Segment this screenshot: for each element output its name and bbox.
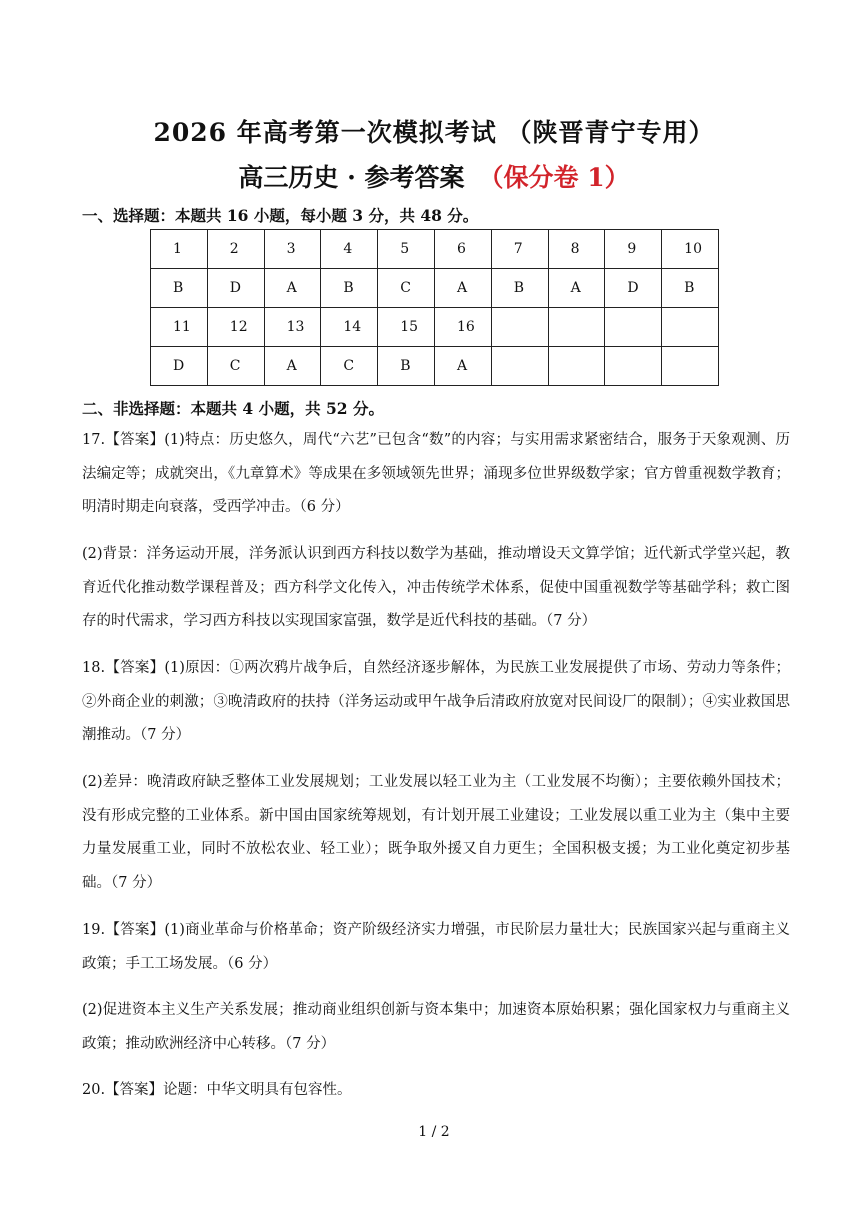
table-cell	[605, 308, 662, 347]
table-row	[151, 308, 719, 347]
table-cell: 10	[662, 230, 719, 269]
table-cell: D	[207, 269, 264, 308]
table-cell	[491, 308, 548, 347]
exam-title: 2026 年高考第一次模拟考试 （陕晋青宁专用）	[153, 118, 715, 147]
table-cell: A	[434, 269, 491, 308]
table-cell: 14	[321, 308, 378, 347]
table-cell	[548, 347, 605, 386]
page-number: 1 / 2	[418, 1124, 450, 1140]
table-cell: A	[264, 269, 321, 308]
table-cell: A	[264, 347, 321, 386]
table-cell: C	[207, 347, 264, 386]
table-cell: B	[662, 269, 719, 308]
table-cell: B	[321, 269, 378, 308]
answer-q19-part1: 19.【答案】(1)商业革命与价格革命；资产阶级经济实力增强，市民阶层力量壮大；民族国家兴起与重商主义政策；手工工场发展。（6 分）	[82, 922, 790, 972]
table-cell	[605, 347, 662, 386]
table-cell	[548, 308, 605, 347]
table-cell: D	[151, 347, 208, 386]
table-cell: B	[378, 347, 435, 386]
table-cell: B	[151, 269, 208, 308]
section-heading-nonchoice: 二、非选择题：本题共 4 小题，共 52 分。	[82, 399, 384, 418]
table-cell: B	[491, 269, 548, 308]
table-cell: 13	[264, 308, 321, 347]
table-cell: 7	[491, 230, 548, 269]
table-cell: 12	[207, 308, 264, 347]
exam-subtitle	[0, 158, 868, 194]
answer-q20: 20.【答案】论题：中华文明具有包容性。	[82, 1082, 352, 1098]
table-row	[151, 269, 719, 308]
answer-q18-part1: 18.【答案】(1)原因：①两次鸦片战争后，自然经济逐步解体，为民族工业发展提供了市场、劳动力等条件；②外商企业的刺激；③晚清政府的扶持（洋务运动或甲午战争后清政府放宽对民间设厂的限制）；④实业救国思潮推动。（7 分）	[82, 660, 790, 743]
table-cell: 6	[434, 230, 491, 269]
choice-answer-table	[150, 229, 719, 386]
subtitle-main: 高三历史 · 参考答案	[238, 163, 465, 192]
answer-q19-part2: (2)促进资本主义生产关系发展；推动商业组织创新与资本集中；加速资本原始积累；强化国家权力与重商主义政策；推动欧洲经济中心转移。（7 分）	[82, 1002, 790, 1052]
table-cell: C	[378, 269, 435, 308]
answer-q17-part1: 17.【答案】(1)特点：历史悠久，周代“六艺”已包含“数”的内容；与实用需求紧密结合，服务于天象观测、历法编定等；成就突出，《九章算术》等成果在多领域领先世界；涌现多位世界级数学家；官方曾重视数学教育；明清时期走向衰落，受西学冲击。（6 分）	[82, 432, 790, 515]
answer-q17-part2: (2)背景：洋务运动开展，洋务派认识到西方科技以数学为基础，推动增设天文算学馆；近代新式学堂兴起，教育近代化推动数学课程普及；西方科学文化传入，冲击传统学术体系，促使中国重视数学等基础学科；救亡图存的时代需求，学习西方科技以实现国家富强，数学是近代科技的基础。（7 分）	[82, 546, 790, 629]
answer-q18-part2: (2)差异：晚清政府缺乏整体工业发展规划；工业发展以轻工业为主（工业发展不均衡）；主要依赖外国技术；没有形成完整的工业体系。新中国由国家统筹规划，有计划开展工业建设；工业发展以重工业为主（集中主要力量发展重工业，同时不放松农业、轻工业）；既争取外援又自力更生；全国积极支援；为工业化奠定初步基础。（7 分）	[82, 774, 790, 891]
table-cell: 1	[151, 230, 208, 269]
table-cell: 5	[378, 230, 435, 269]
table-cell: 3	[264, 230, 321, 269]
table-cell: 16	[434, 308, 491, 347]
table-cell: A	[548, 269, 605, 308]
table-cell	[491, 347, 548, 386]
table-row	[151, 347, 719, 386]
table-cell: 11	[151, 308, 208, 347]
table-cell	[662, 347, 719, 386]
table-cell: D	[605, 269, 662, 308]
subtitle-badge: （保分卷 1）	[478, 163, 630, 192]
table-cell: 4	[321, 230, 378, 269]
table-cell: 15	[378, 308, 435, 347]
table-cell: 9	[605, 230, 662, 269]
table-cell	[662, 308, 719, 347]
table-cell: A	[434, 347, 491, 386]
table-cell: 8	[548, 230, 605, 269]
table-row	[151, 230, 719, 269]
table-cell: C	[321, 347, 378, 386]
table-cell: 2	[207, 230, 264, 269]
section-heading-choice: 一、选择题：本题共 16 小题，每小题 3 分，共 48 分。	[82, 206, 479, 225]
